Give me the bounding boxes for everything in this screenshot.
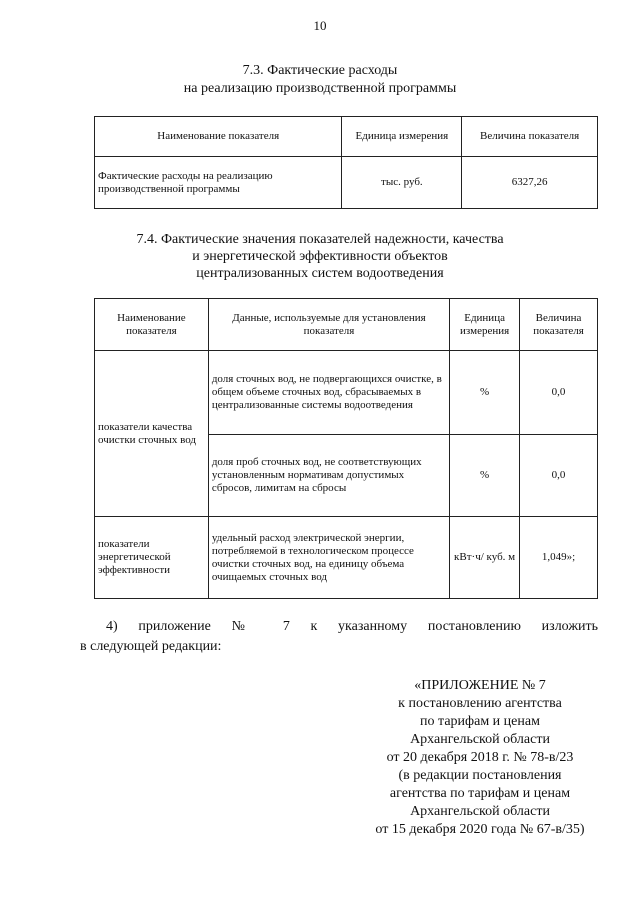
appendix-line4: Архангельской области bbox=[410, 732, 550, 747]
appendix-line1: «ПРИЛОЖЕНИЕ № 7 bbox=[414, 678, 546, 693]
section-7-3-title-line2: на реализацию производственной программы bbox=[183, 81, 457, 96]
row1-value: 0,0 bbox=[520, 351, 598, 435]
row3-value: 1,049»; bbox=[520, 517, 598, 599]
appendix-line9: от 15 декабря 2020 года № 67-в/35) bbox=[375, 822, 585, 837]
paragraph-line1: 4) приложение № 7 к указанному постановлению изложить bbox=[106, 619, 598, 634]
appendix-line7: агентства по тарифам и ценам bbox=[389, 786, 571, 801]
table-row bbox=[95, 517, 598, 599]
header-name: Наименование показателя bbox=[95, 299, 209, 351]
row3-unit: кВт·ч/ куб. м bbox=[450, 517, 520, 599]
row-name: Фактические расходы на реализацию производственной программы bbox=[95, 157, 342, 209]
appendix-line5: от 20 декабря 2018 г. № 78-в/23 bbox=[386, 750, 574, 765]
paragraph-line2: в следующей редакции: bbox=[80, 639, 222, 654]
section-7-3-title-line1: 7.3. Фактические расходы bbox=[242, 63, 398, 78]
header-name: Наименование показателя bbox=[95, 117, 342, 157]
row-unit: тыс. руб. bbox=[342, 157, 462, 209]
header-data: Данные, используемые для установления показателя bbox=[208, 299, 449, 351]
row1-unit: % bbox=[450, 351, 520, 435]
table-7-4 bbox=[94, 298, 598, 599]
appendix-line3: по тарифам и ценам bbox=[420, 714, 540, 729]
row3-data: удельный расход электрической энергии, потребляемой в технологическом процессе очистки сточных вод, на единицу объема очищаемых сточных вод bbox=[208, 517, 449, 599]
header-unit: Единица измерения bbox=[450, 299, 520, 351]
section-7-4-title-line2: и энергетической эффективности объектов bbox=[192, 249, 448, 264]
row-value: 6327,26 bbox=[462, 157, 598, 209]
page-number: 10 bbox=[313, 18, 327, 33]
table-7-3 bbox=[94, 116, 598, 209]
appendix-line2: к постановлению агентства bbox=[398, 696, 562, 711]
header-unit: Единица измерения bbox=[342, 117, 462, 157]
table-row bbox=[95, 157, 598, 209]
row1-data: доля сточных вод, не подвергающихся очистке, в общем объеме сточных вод, сбрасываемых в централизованные системы водоотведения bbox=[208, 351, 449, 435]
table-header-row bbox=[95, 117, 598, 157]
header-value: Величина показателя bbox=[520, 299, 598, 351]
section-7-4-title-line1: 7.4. Фактические значения показателей надежности, качества bbox=[136, 232, 504, 247]
row2-unit: % bbox=[450, 435, 520, 517]
section-7-4-title-line3: централизованных систем водоотведения bbox=[196, 266, 444, 281]
table-header-row bbox=[95, 299, 598, 351]
appendix-line6: (в редакции постановления bbox=[398, 768, 562, 783]
group-energy-name: показатели энергетической эффективности bbox=[95, 517, 209, 599]
appendix-line8: Архангельской области bbox=[410, 804, 550, 819]
group-quality-name: показатели качества очистки сточных вод bbox=[95, 351, 209, 517]
table-row bbox=[95, 351, 598, 435]
header-value: Величина показателя bbox=[462, 117, 598, 157]
row2-data: доля проб сточных вод, не соответствующих установленным нормативам допустимых сбросов, лимитам на сбросы bbox=[208, 435, 449, 517]
row2-value: 0,0 bbox=[520, 435, 598, 517]
